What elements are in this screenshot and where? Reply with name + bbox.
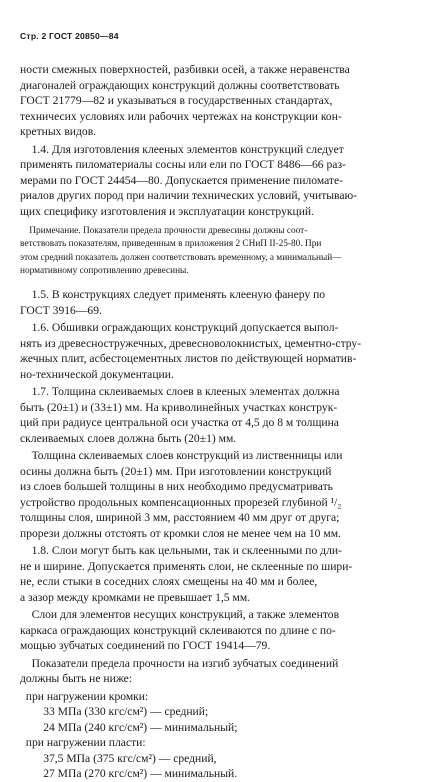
page-header: Стр. 2 ГОСТ 20850—84 [20, 31, 119, 41]
note-block [20, 225, 402, 278]
list-item: 24 МПа (240 кгс/см²) — минимальный; [20, 720, 238, 734]
text-line: прорези должны отстоять от кромки слоя не менее чем на 10 мм. [20, 526, 341, 540]
text-line: быть (20±1) и (33±1) мм. На криволинейных участках конструк- [20, 400, 338, 414]
list-item: 33 МПа (330 кгс/см²) — средний; [20, 705, 209, 719]
text-line: 1.7. Толщина склеиваемых слоев в клееных элементах должна [20, 385, 340, 399]
text-line: ГОСТ 3916—69. [20, 303, 102, 317]
paragraph-strength [20, 656, 402, 687]
paragraph-1-4 [20, 142, 402, 220]
text-line: 1.6. Обшивки ограждающих конструкций допускается выпол- [20, 321, 339, 335]
text-line: ГОСТ 21779—82 и указываться в государственных стандартах, [20, 94, 333, 107]
text-line: из слоев большей толщины в них необходимо предусматривать [20, 480, 333, 494]
text-line: Показатели предела прочности на изгиб зубчатых соединений [20, 656, 339, 670]
text-line: устройство продольных компенсационных прорезей глубиной ¹/₂ [20, 495, 342, 509]
text-line: нять из древесностружечных, древесноволокнистых, цементно-стру- [20, 336, 362, 350]
list-item: 37,5 МПа (375 кгс/см²) — средний, [20, 751, 217, 765]
text-line: кретных видов. [20, 125, 97, 138]
text-line: ности смежных поверхностей, разбивки осей, а также неравенства [20, 63, 350, 76]
text-line: 1.8. Слои могут быть как цельными, так и склеенными по дли- [20, 544, 342, 558]
strength-list [20, 689, 402, 782]
paragraph-1-6 [20, 320, 402, 382]
text-line: не и ширине. Допускается применять слои, не склеенные по шири- [20, 559, 353, 573]
text-line: жечных плит, асбестоцементных листов по действующей норматив- [20, 352, 357, 366]
note-line: нормативному сопротивлению древесины. [20, 265, 189, 276]
text-line: толщины слоя, шириной 3 мм, расстоянием 40 мм друг от друга; [20, 511, 340, 525]
text-line: Слои для элементов несущих конструкций, а также элементов [20, 608, 340, 622]
note-line: ветствовать показателям, приведенным в приложения 2 СНиП II-25-80. При [20, 239, 322, 250]
text-line: техничесих условиях или рабочих чертежах на конструкции кон- [20, 109, 342, 123]
text-line: риалов других пород при наличии технических условий, учитываю- [20, 189, 358, 202]
text-line: склеиваемых слоев должна быть (20±1) мм. [20, 431, 237, 445]
list-item: при нагружении кромки: [20, 689, 149, 703]
note-line: Примечание. Показатели предела прочности древесины должны соот- [20, 226, 308, 236]
text-line: ций при радиусе центральной оси участка от 4,5 до 8 м толщина [20, 416, 339, 430]
text-line: щих специфику изготовления и эксплуатации конструкций. [20, 204, 315, 218]
text-line: не, если стыки в соседних слоях смещены на 40 мм и более, [20, 575, 318, 589]
text-line: 1.4. Для изготовления клееных элементов конструкций следует [20, 142, 344, 156]
paragraph-larch-aspen [20, 448, 402, 541]
text-line: Толщина склеиваемых слоев конструкций из лиственницы или [20, 449, 343, 463]
note-line: этом средний показатель должен соответствовать временному, а минимальный— [20, 252, 342, 263]
text-line: а зазор между кромками не превышает 1,5 мм. [20, 590, 251, 604]
paragraph-continuation [20, 62, 402, 140]
text-line: 1.5. В конструкциях следует применять клееную фанеру по [20, 288, 326, 302]
text-line: диагоналей ограждающих конструкций должны соответствовать [20, 78, 340, 92]
text-line: каркаса ограждающих конструкций склеиваются по длине с по- [20, 623, 336, 637]
paragraph-1-8 [20, 543, 402, 605]
text-line: применять пиломатериалы сосны или ели по ГОСТ 8486—66 раз- [20, 158, 346, 171]
text-line: осины должна быть (20±1) мм. При изготовлении конструкций [20, 464, 332, 478]
text-line: но-технической документации. [20, 367, 174, 381]
text-line: должны быть не ниже: [20, 672, 133, 686]
paragraph-1-7 [20, 384, 402, 446]
list-item: 27 МПа (270 кгс/см²) — минимальный. [20, 767, 238, 781]
text-line: мощью зубчатых соединений по ГОСТ 19414—79. [20, 639, 271, 653]
document-body [20, 62, 402, 782]
list-item: при нагружении пласти: [20, 736, 146, 750]
text-line: мерами по ГОСТ 24454—80. Допускается применение пиломате- [20, 173, 343, 187]
paragraph-1-5 [20, 287, 402, 318]
paragraph-finger-joints [20, 607, 402, 654]
